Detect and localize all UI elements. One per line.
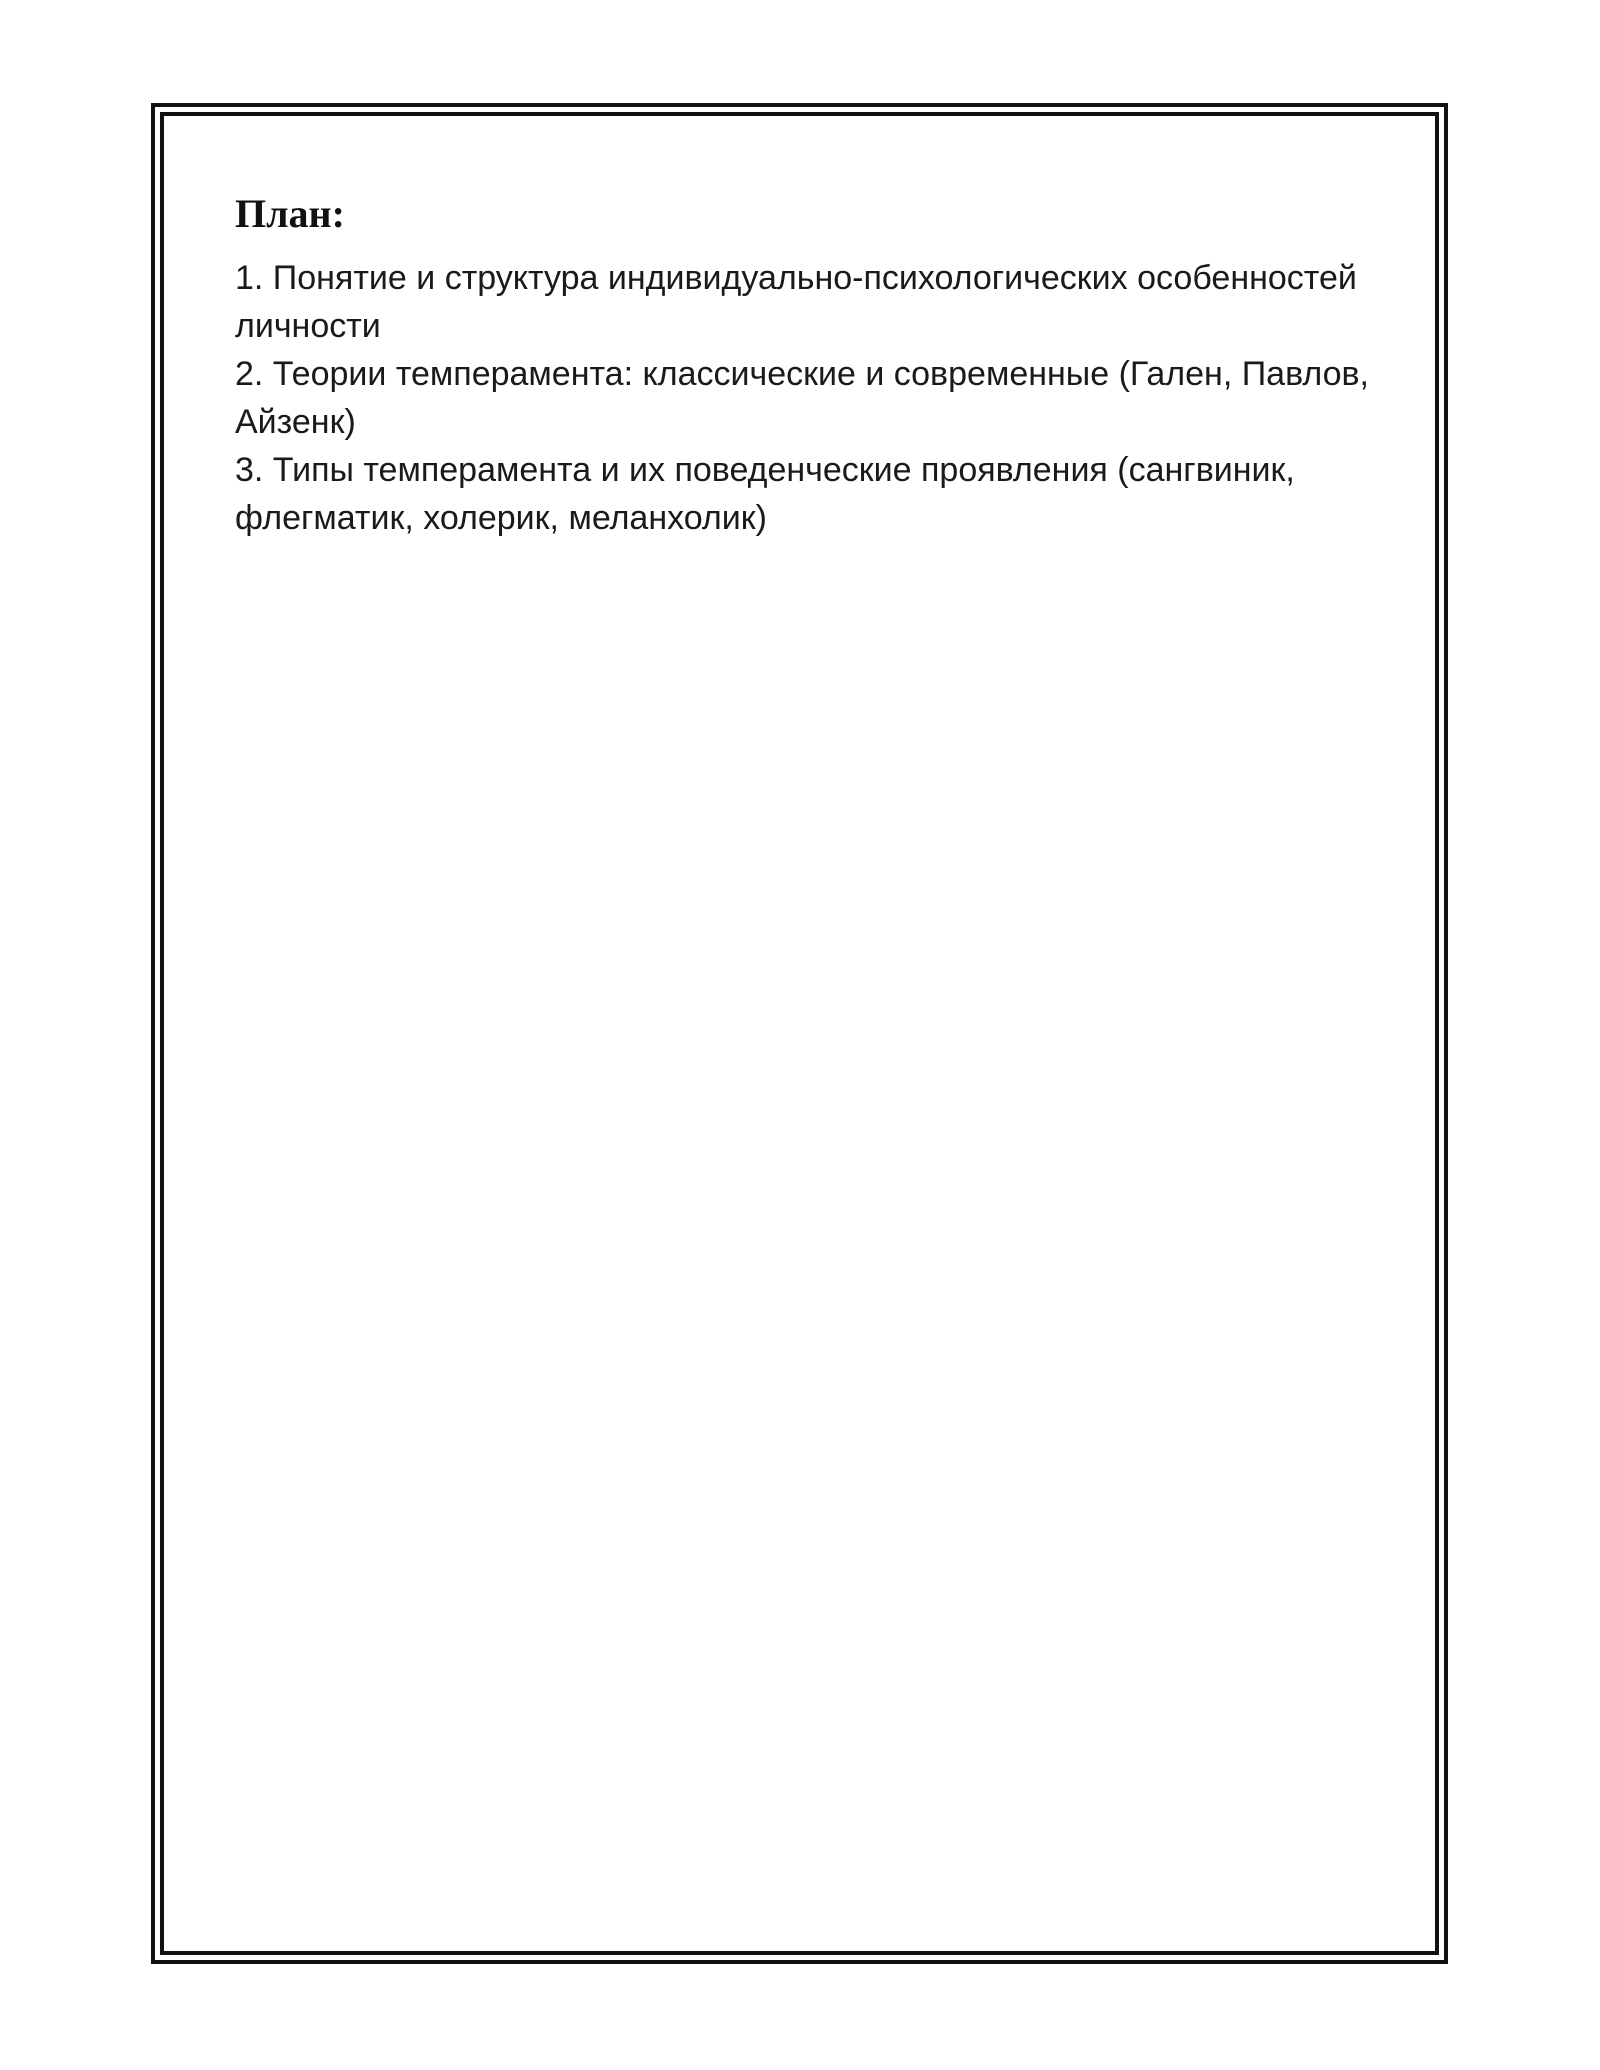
plan-item-3: 3. Типы темперамента и их поведенческие проявления (сангвиник, флегматик, холерик, меланхолик): [235, 451, 1295, 537]
plan-heading: План:: [235, 191, 345, 236]
plan-item-2: 2. Теории темперамента: классические и современные (Гален, Павлов, Айзенк): [235, 355, 1369, 441]
plan-item-1: 1. Понятие и структура индивидуально-психологических особенностей личности: [235, 259, 1357, 345]
document-content: [235, 186, 1375, 542]
plan-list: [235, 254, 1375, 542]
